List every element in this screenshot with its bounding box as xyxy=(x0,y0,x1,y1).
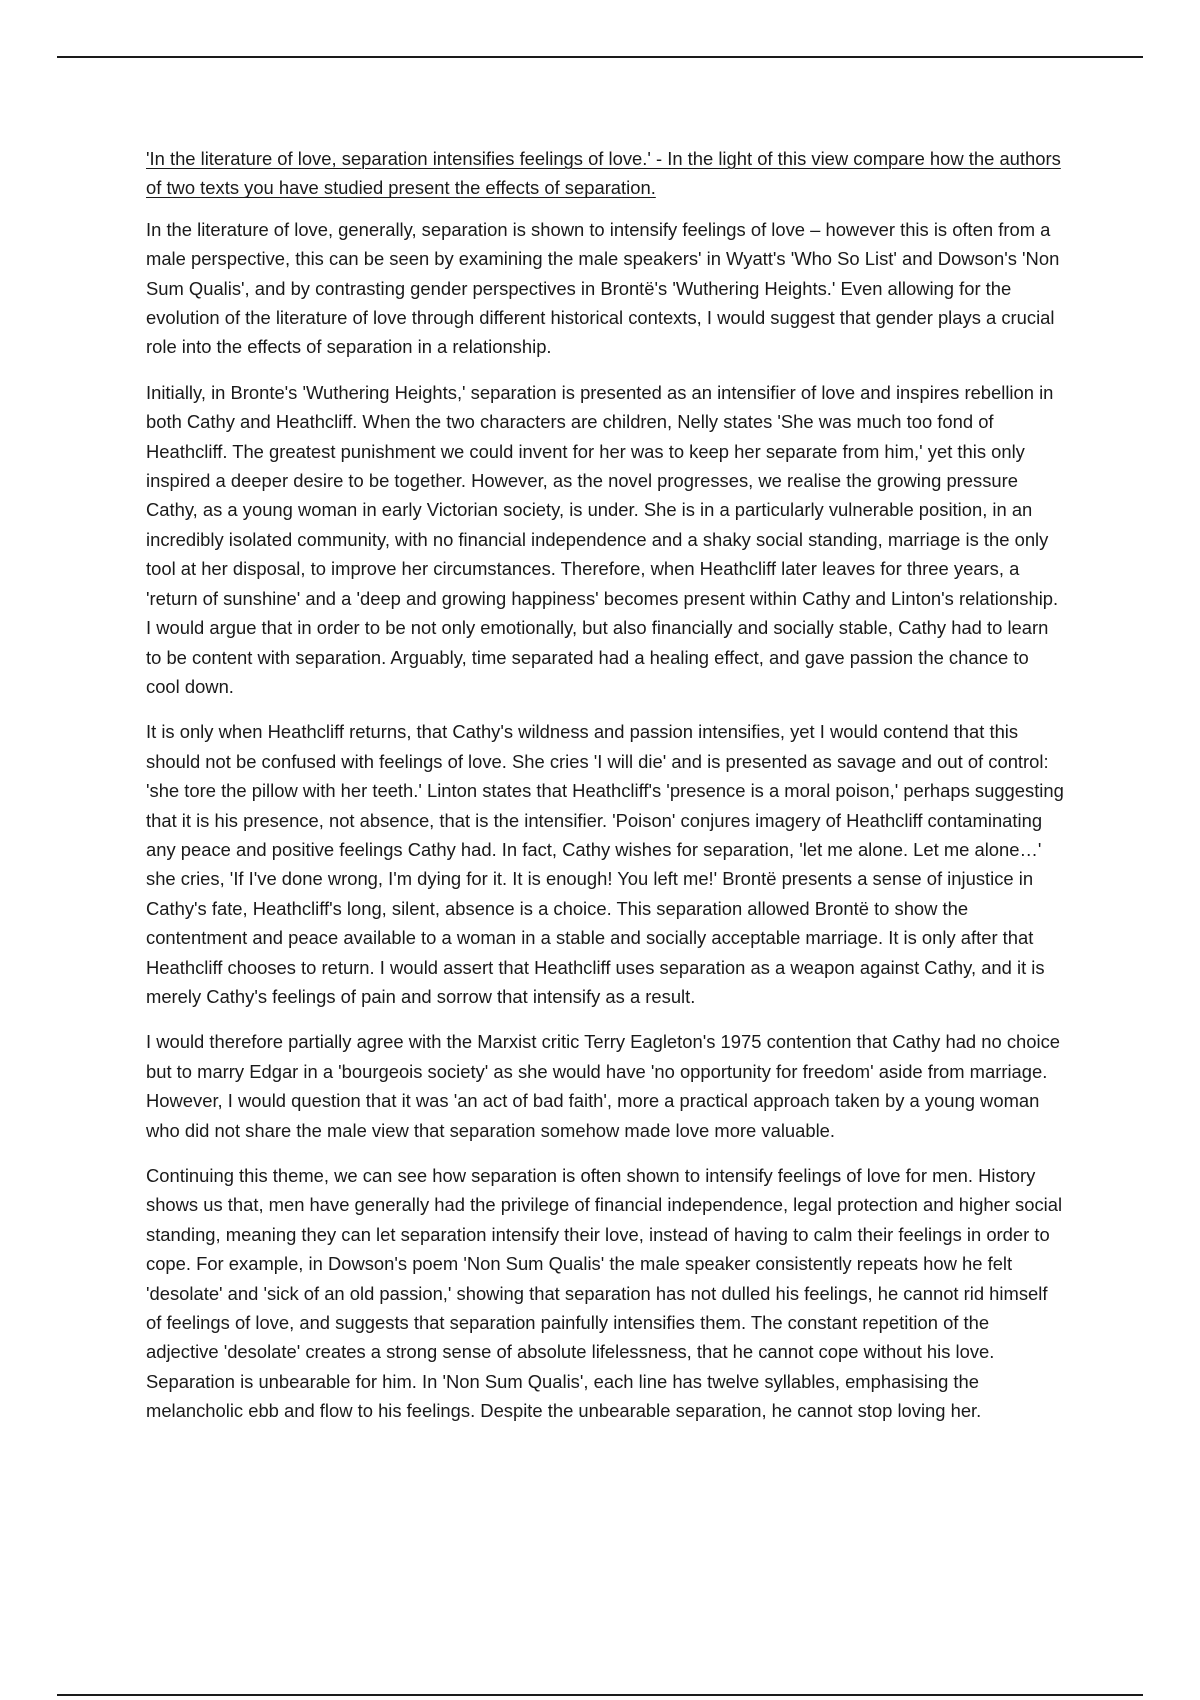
paragraph-eagleton: I would therefore partially agree with the Marxist critic Terry Eagleton's 1975 contention that Cathy had no choice but to marry Edgar in a 'bourgeois society' as she would have 'no opportunity for freedom' aside from marriage. However, I would question that it was 'an act of bad faith', more a practical approach taken by a young woman who did not share the male view that separation somehow made love more valuable. xyxy=(146,1031,1060,1141)
footer-rule xyxy=(57,1694,1143,1696)
document-body xyxy=(146,144,1064,1442)
essay-question: 'In the literature of love, separation intensifies feelings of love.' - In the light of this view compare how the authors of two texts you have studied present the effects of separation. xyxy=(146,148,1061,199)
paragraph-wuthering-heights: Initially, in Bronte's 'Wuthering Heights,' separation is presented as an intensifier of love and inspires rebellion in both Cathy and Heathcliff. When the two characters are children, Nelly states 'She was much too fond of Heathcliff. The greatest punishment we could invent for her was to keep her separate from him,' yet this only inspired a deeper desire to be together. However, as the novel progresses, we realise the growing pressure Cathy, as a young woman in early Victorian society, is under. She is in a particularly vulnerable position, in an incredibly isolated community, with no financial independence and a shaky social standing, marriage is the only tool at her disposal, to improve her circumstances. Therefore, when Heathcliff later leaves for three years, a 'return of sunshine' and a 'deep and growing happiness' becomes present within Cathy and Linton's relationship. I would argue that in order to be not only emotionally, but also financially and socially stable, Cathy had to learn to be content with separation. Arguably, time separated had a healing effect, and gave passion the chance to cool down. xyxy=(146,381,1059,697)
paragraph-intro: In the literature of love, generally, separation is shown to intensify feelings of love – however this is often from a male perspective, this can be seen by examining the male speakers' in Wyatt's 'Who So List' and Dowson's 'Non Sum Qualis', and by contrasting gender perspectives in Brontë's 'Wuthering Heights.' Even allowing for the evolution of the literature of love through different historical contexts, I would suggest that gender plays a crucial role into the effects of separation in a relationship. xyxy=(146,218,1060,358)
paragraph-dowson: Continuing this theme, we can see how separation is often shown to intensify feelings of love for men. History shows us that, men have generally had the privilege of financial independence, legal protection and higher social standing, meaning they can let separation intensify their love, instead of having to calm their feelings in order to cope. For example, in Dowson's poem 'Non Sum Qualis' the male speaker consistently repeats how he felt 'desolate' and 'sick of an old passion,' showing that separation has not dulled his feelings, he cannot rid himself of feelings of love, and suggests that separation painfully intensifies them. The constant repetition of the adjective 'desolate' creates a strong sense of absolute lifelessness, that he cannot cope without his love. Separation is unbearable for him. In 'Non Sum Qualis', each line has twelve syllables, emphasising the melancholic ebb and flow to his feelings. Despite the unbearable separation, he cannot stop loving her. xyxy=(146,1165,1063,1422)
paragraph-heathcliff-returns: It is only when Heathcliff returns, that Cathy's wildness and passion intensifies, yet I would contend that this should not be confused with feelings of love. She cries 'I will die' and is presented as savage and out of control: 'she tore the pillow with her teeth.' Linton states that Heathcliff's 'presence is a moral poison,' perhaps suggesting that it is his presence, not absence, that is the intensifier. 'Poison' conjures imagery of Heathcliff contaminating any peace and positive feelings Cathy had. In fact, Cathy wishes for separation, 'let me alone. Let me alone…' she cries, 'If I've done wrong, I'm dying for it. It is enough! You left me!' Brontë presents a sense of injustice in Cathy's fate, Heathcliff's long, silent, absence is a choice. This separation allowed Brontë to show the contentment and peace available to a woman in a stable and socially acceptable marriage. It is only after that Heathcliff chooses to return. I would assert that Heathcliff uses separation as a weapon against Cathy, and it is merely Cathy's feelings of pain and sorrow that intensify as a result. xyxy=(146,721,1064,1007)
header-rule xyxy=(57,56,1143,58)
